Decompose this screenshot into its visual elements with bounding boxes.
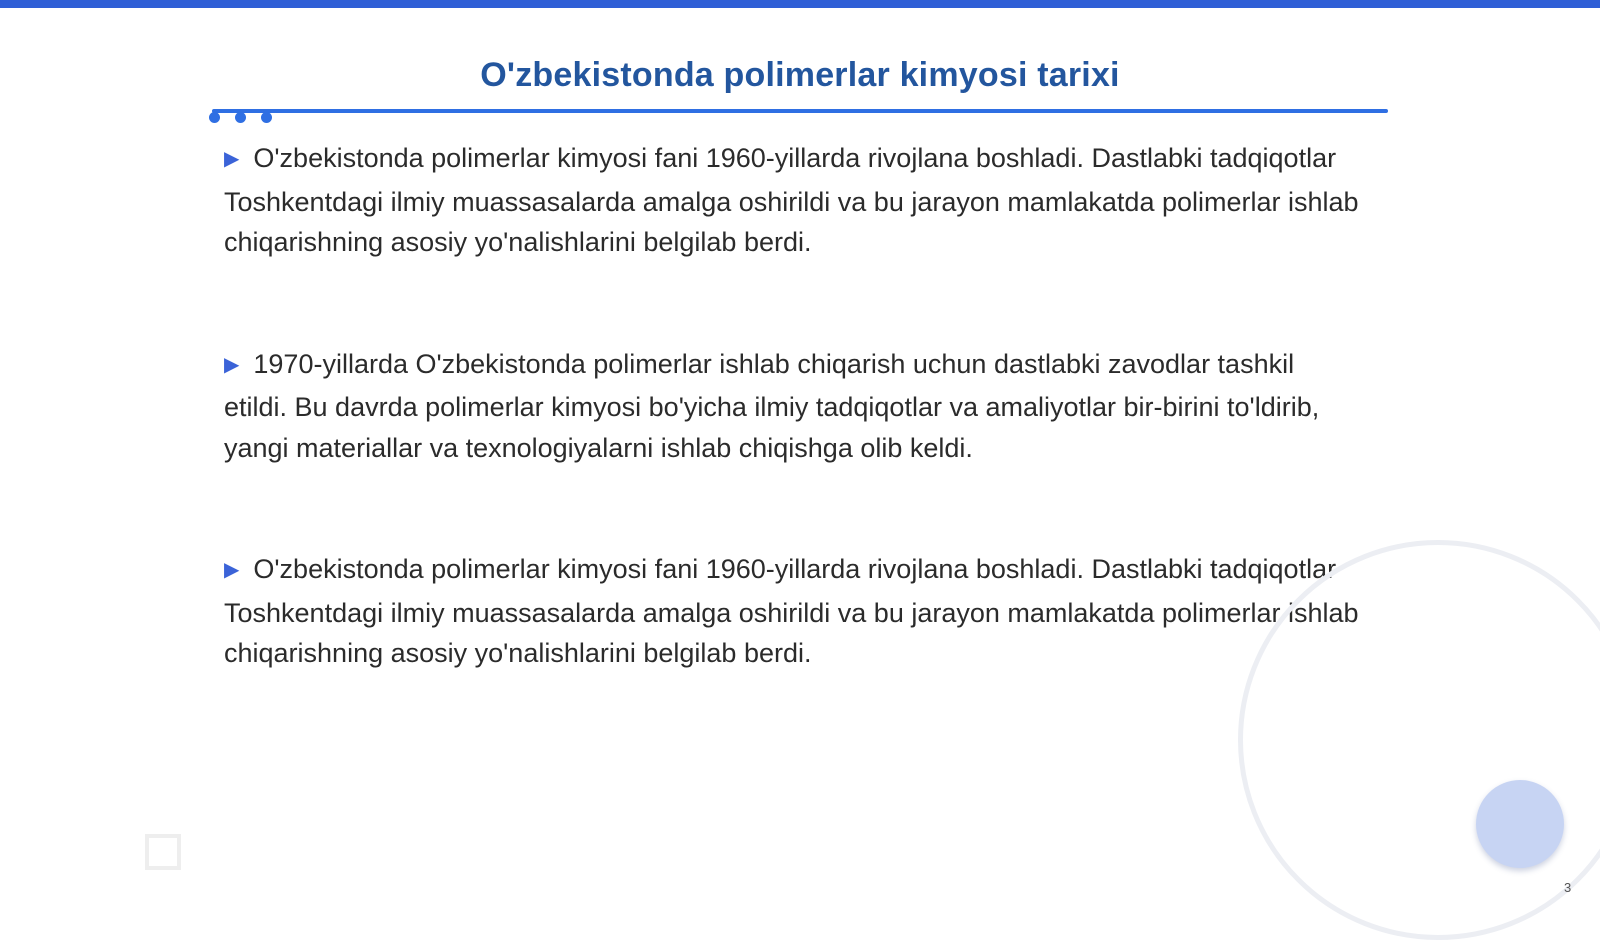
bullet-arrow-icon: ▶	[224, 559, 240, 581]
slide-title: O'zbekistonda polimerlar kimyosi tarixi	[480, 56, 1120, 94]
decorative-dot	[261, 112, 272, 123]
bullet-list	[224, 138, 1360, 674]
bullet-arrow-icon: ▶	[224, 148, 240, 170]
bullet-text: O'zbekistonda polimerlar kimyosi fani 1960-yillarda rivojlana boshladi. Dastlabki tadqiqotlar Toshkentdagi ilmiy muassasalarda amalga oshirildi va bu jarayon mamlakatda polimerlar ishlab chiqarishning asosiy yo'nalishlarini belgilab berdi.	[224, 143, 1359, 257]
decorative-square	[145, 834, 181, 870]
title-underline	[212, 109, 1388, 113]
bullet-text: O'zbekistonda polimerlar kimyosi fani 1960-yillarda rivojlana boshladi. Dastlabki tadqiqotlar Toshkentdagi ilmiy muassasalarda amalga oshirildi va bu jarayon mamlakatda polimerlar ishlab chiqarishning asosiy yo'nalishlarini belgilab berdi.	[224, 554, 1359, 668]
bullet-item	[224, 344, 1360, 469]
bullet-text: 1970-yillarda O'zbekistonda polimerlar ishlab chiqarish uchun dastlabki zavodlar tashkil etildi. Bu davrda polimerlar kimyosi bo'yicha ilmiy tadqiqotlar va amaliyotlar bir-birini to'ldirib, yangi materiallar va texnologiyalarni ishlab chiqishga olib keldi.	[224, 348, 1320, 463]
bullet-item	[224, 549, 1360, 674]
page-number: 3	[1564, 880, 1572, 895]
decorative-dot	[209, 112, 220, 123]
top-accent-bar	[0, 0, 1600, 8]
bullet-arrow-icon: ▶	[224, 353, 240, 376]
decorative-dot	[235, 112, 246, 123]
bullet-item	[224, 138, 1360, 263]
decorative-circle	[1476, 780, 1564, 868]
